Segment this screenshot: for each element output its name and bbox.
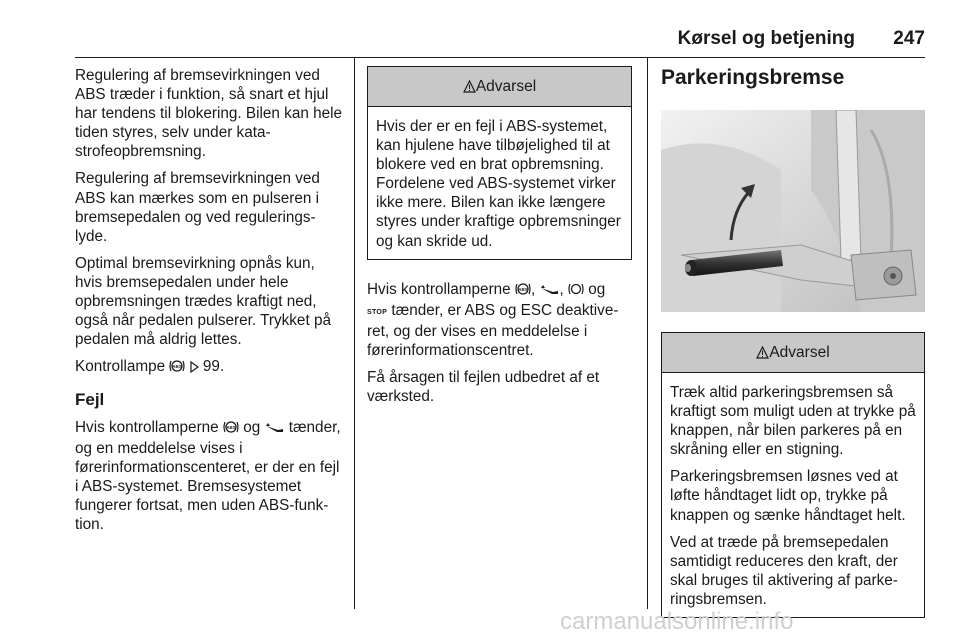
warning-header: [662, 333, 924, 373]
warning-text: Træk altid parkeringsbremsen så kraftigt som muligt uden at trykke på knappen, når bilen parkeres på en skråning eller en stigning.: [670, 384, 916, 459]
warning-text: Hvis der er en fejl i ABS-systemet, kan hjulene have tilbøjelighed til at blokere ved en brat opbremsning. Fordelene ved ABS-systemet virker ikke mere. Bilen kan ikke længere styres under kraftige opbremsninger og kan skride ud.: [376, 118, 621, 250]
svg-text:ABS: ABS: [518, 286, 528, 292]
warning-body: [662, 373, 924, 617]
abs-icon: [223, 420, 239, 439]
warning-title: Advarsel: [475, 78, 537, 95]
paragraph: Regulering af bremsevirkningen ved ABS kan mærkes som en pulseren i bremsepedalen og ved regulerings-lyde.: [75, 170, 320, 245]
page-ref-arrow-icon[interactable]: [190, 359, 199, 378]
paragraph: [75, 357, 345, 378]
svg-text:ABS: ABS: [172, 364, 183, 370]
paragraph: Optimal bremsevirkning opnås kun, hvis bremsepedalen under hele opbremsningen trædes kraftigt ned, også når pedalen pulserer. Trykket på pedalen må aldrig lettes.: [75, 254, 331, 349]
warning-header: [368, 67, 631, 107]
warning-triangle-icon: [463, 69, 476, 108]
column-1: [75, 66, 345, 542]
text: ,: [559, 280, 564, 298]
text: tænder, er ABS og ESC deaktive-ret, og der vises en meddelelse i førerinformationscentret.: [367, 301, 619, 359]
column-divider-1: [354, 58, 355, 609]
text: Kontrollampe: [75, 358, 166, 376]
paragraph: [367, 280, 632, 360]
parking-brake-illustration: [661, 110, 925, 312]
text: Hvis kontrollamperne: [367, 280, 511, 298]
warning-body: [368, 107, 631, 259]
stop-indicator: STOP: [367, 308, 388, 316]
watermark: carmanualsonline.info: [560, 608, 794, 635]
warning-triangle-icon: [756, 335, 769, 374]
page-header: [0, 28, 925, 52]
paragraph: Regulering af bremsevirkningen ved ABS træder i funktion, så snart et hjul har tendens til blokering. Bilen kan hele tiden styres, selv under kata-strofeopbremsning.: [75, 67, 343, 161]
header-rule: [75, 57, 925, 58]
warning-box: [367, 66, 632, 260]
page-number: 247: [893, 28, 925, 49]
paragraph: [75, 418, 345, 535]
column-divider-2: [647, 58, 648, 609]
abs-icon: [169, 359, 185, 378]
paragraph: Få årsagen til fejlen udbedret af et værksted.: [367, 369, 600, 406]
wrench-icon: [264, 420, 284, 439]
text: og: [588, 280, 606, 298]
section-heading: Parkeringsbremse: [661, 66, 845, 89]
warning-title: Advarsel: [769, 344, 830, 361]
abs-icon: [515, 282, 531, 301]
text: og: [243, 418, 261, 436]
warning-text: Parkeringsbremsen løsnes ved at løfte håndtaget lidt op, trykke på knappen og sænke håndtaget helt.: [670, 468, 906, 524]
text: Hvis kontrollamperne: [75, 418, 219, 436]
text: ,: [530, 280, 536, 298]
wrench-icon: [539, 282, 559, 301]
brake-circle-icon: [568, 282, 584, 301]
page-reference[interactable]: 99.: [202, 358, 225, 376]
chapter-title: Kørsel og betjening: [677, 28, 855, 49]
section-heading: Fejl: [75, 390, 105, 410]
svg-text:ABS: ABS: [226, 424, 236, 430]
warning-text: Ved at træde på bremsepedalen samtidigt reduceres den kraft, der skal bruges til aktivering af parke-ringsbremsen.: [670, 533, 898, 608]
text: tænder, og en meddelelse vises i førerinformationscenteret, er der en fejl i ABS-systemet. Bremsesystemet fungerer fortsat, men uden ABS-funk-tion.: [75, 418, 341, 533]
warning-box: [661, 332, 925, 618]
column-3: [661, 66, 925, 618]
column-2: [367, 66, 632, 414]
